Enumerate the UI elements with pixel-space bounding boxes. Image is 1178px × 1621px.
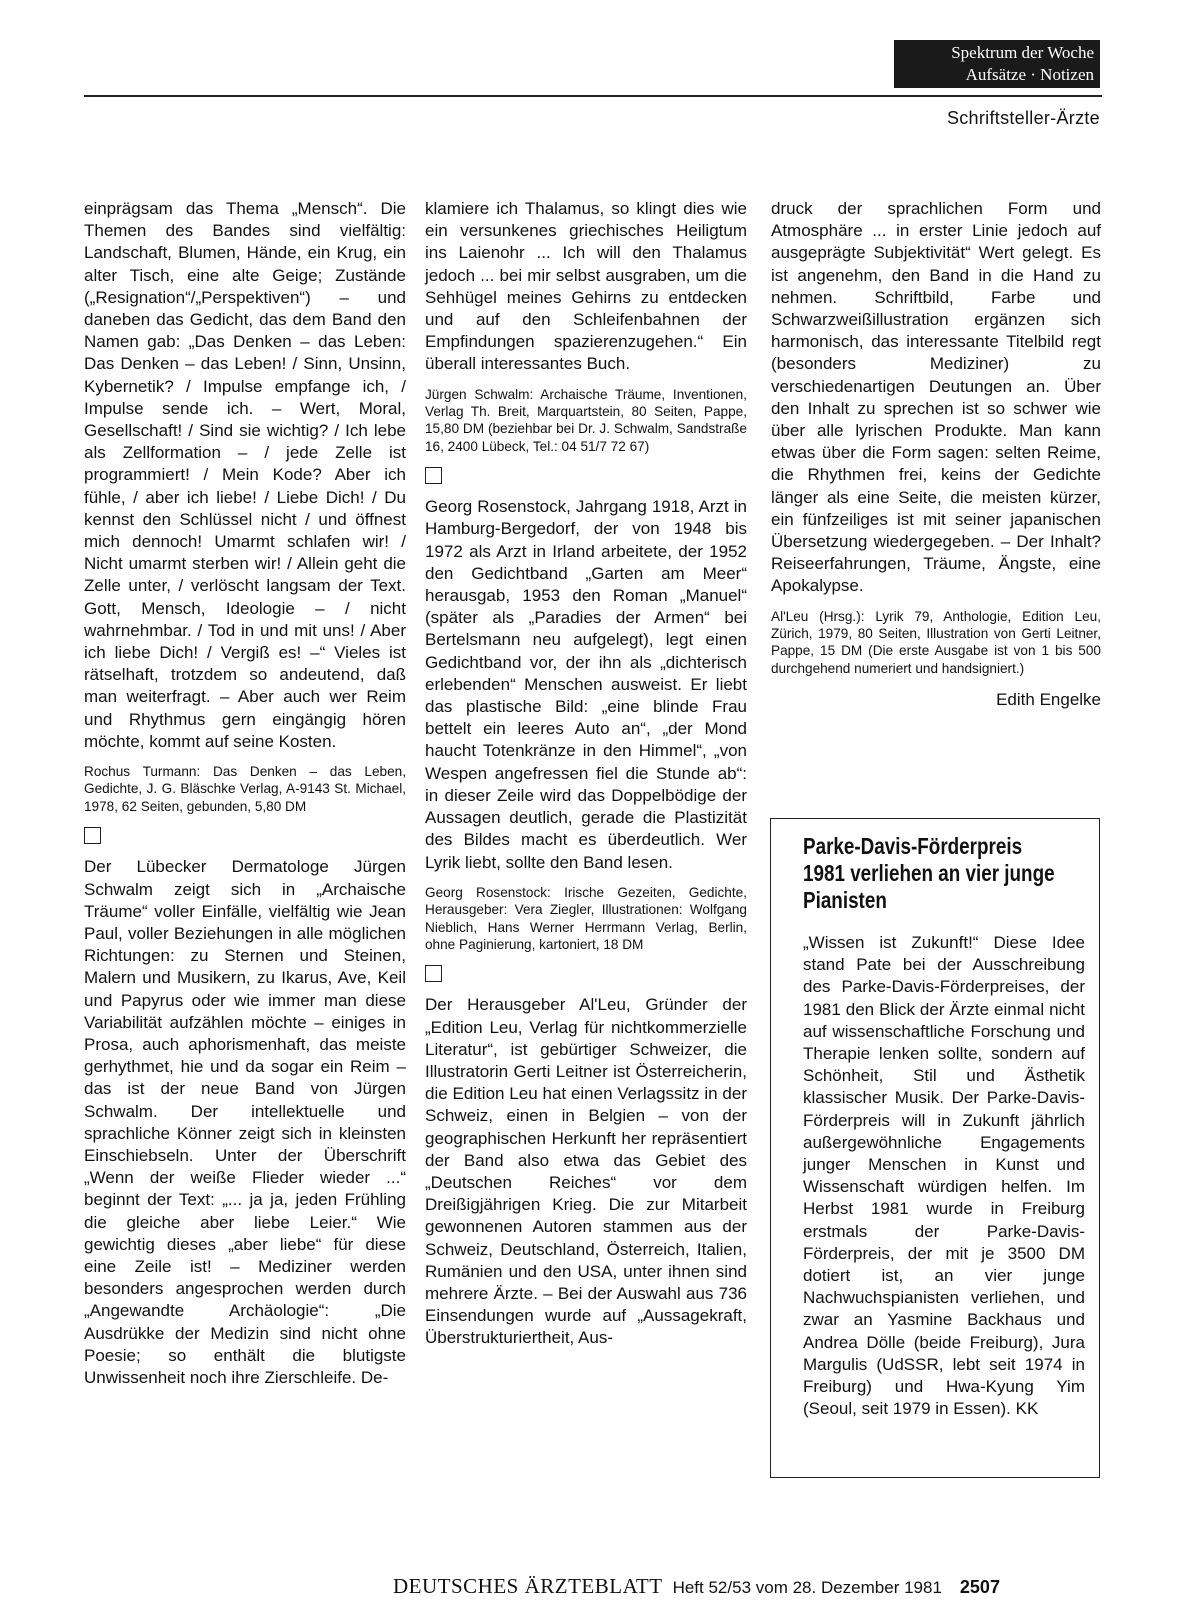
- article-paragraph: einprägsam das Thema „Mensch“. Die Themen des Bandes sind vielfältig: Landschaft, Blumen, Hände, ein Krug, ein alter Tisch, eine alte Geige; Zustände („Resignation“/„Perspektiven“) – und daneben das Gedicht, das dem Band den Namen gab: „Das Denken – das Leben: Das Denken – das Leben! / Sinn, Unsinn, Kybernetik? / Impulse empfange ich, / Impulse sende ich. – Wert, Moral, Gesellschaft! / Sind sie wichtig? / Ich lebe als Zellformation – / jede Zelle ist programmiert! / Mein Kode? Aber ich fühle, / aber ich liebe! / Liebe Dich! / Du kennst den Schlüssel nicht / und öffnest mich dennoch! Umarmt schlafen wir! / Nicht umarmt sterben wir! / Allein geht die Zelle unter, / verlöscht langsam der Text. Gott, Mensch, Ideologie – / nicht wahrnehmbar. / Tod in und mit uns! / Aber ich liebe Dich! / Vergiß es! –“ Vieles ist rätselhaft, trotzdem so andeutend, daß man weiterfragt. – Aber auch wer Reim und Rhythmus gern eingängig hören möchte, kommt auf seine Kosten.: [84, 199, 406, 751]
- section-header-box: [894, 40, 1100, 88]
- separator-square-icon: [84, 827, 101, 844]
- book-reference: Georg Rosenstock: Irische Gezeiten, Gedichte, Herausgeber: Vera Ziegler, Illustrationen: Wolfgang Nieblich, Hans Werner Herrmann Verlag, Berlin, ohne Paginierung, kartoniert, 18 DM: [425, 884, 747, 952]
- news-box-title: Parke-Davis-Förderpreis 1981 verliehen an vier junge Pianisten: [803, 833, 1055, 913]
- column-3: [771, 198, 1101, 711]
- news-box-text: „Wissen ist Zukunft!“ Diese Idee stand Pate bei der Ausschreibung des Parke-Davis-Förderpreises, der 1981 den Blick der Ärzte einmal nicht auf wissenschaftliche Forschung und Therapie lenken sollte, sondern auf Schönheit, Stil und Ästhetik klassischer Musik. Der Parke-Davis-Förderpreis will in Zukunft jährlich außergewöhnliche Engagements junger Menschen in Kunst und Wissenschaft würdigen helfen. Im Herbst 1981 wurde in Freiburg erstmals der Parke-Davis-Förderpreis, der mit je 3500 DM dotiert ist, an vier junge Nachwuchspianisten verliehen, und zwar an Yasmine Backhaus und Andrea Dölle (beide Freiburg), Jura Margulis (UdSSR, lebt seit 1974 in Freiburg) und Hwa-Kyung Yim (Seoul, seit 1979 in Essen). KK: [803, 933, 1085, 1419]
- book-reference: Al'Leu (Hrsg.): Lyrik 79, Anthologie, Edition Leu, Zürich, 1979, 80 Seiten, Illustration von Gerti Leitner, Pappe, 15 DM (Die erste Ausgabe ist von 1 bis 500 durchgehend numeriert und handsigniert.): [771, 608, 1101, 676]
- book-reference: Rochus Turmann: Das Denken – das Leben, Gedichte, J. G. Bläschke Verlag, A-9143 St. Michael, 1978, 62 Seiten, gebunden, 5,80 DM: [84, 764, 406, 814]
- news-box: [770, 818, 1100, 1478]
- page-number: 2507: [959, 1577, 1000, 1597]
- article-paragraph: Der Herausgeber Al'Leu, Gründer der „Edition Leu, Verlag für nichtkommerzielle Literatur“, ist gebürtiger Schweizer, die Illustratorin Gerti Leitner ist Österreicherin, die Edition Leu hat einen Verlagssitz in der Schweiz, einen in Belgien – von der geographischen Herkunft her repräsentiert der Band also etwa das Gebiet des „Deutschen Reiches“ vor dem Dreißigjährigen Krieg. Die zur Mitarbeit gewonnenen Autoren stammen aus der Schweiz, Deutschland, Österreich, Italien, Rumänien und den USA, unter ihnen sind mehrere Ärzte. – Bei der Auswahl aus 736 Einsendungen wurde auf „Aussagekraft, Überstrukturiertheit, Aus-: [425, 995, 747, 1348]
- section-header-line2: Aufsätze · Notizen: [965, 65, 1094, 84]
- author-name: Edith Engelke: [996, 690, 1101, 710]
- issue-info: Heft 52/53 vom 28. Dezember 1981: [672, 1578, 942, 1597]
- journal-name: DEUTSCHES ÄRZTEBLATT: [393, 1574, 663, 1598]
- section-label: Schriftsteller-Ärzte: [946, 108, 1100, 128]
- column-2: [425, 198, 747, 1350]
- book-reference: Jürgen Schwalm: Archaische Träume, Inventionen, Verlag Th. Breit, Marquartstein, 80 Seiten, Pappe, 15,80 DM (beziehbar bei Dr. J. Schwalm, Sandstraße 16, 2400 Lübeck, Tel.: 04 51/7 72 67): [425, 386, 747, 454]
- article-paragraph: klamiere ich Thalamus, so klingt dies wie ein versunkenes griechisches Heiligtum ins Laienohr ... Ich will den Thalamus jedoch ... bei mir selbst ausgraben, um die Sehhügel meines Gehirns zu entdecken und auf den Schleifenbahnen der Empfindungen spazierenzugehen.“ Ein überall interessantes Buch.: [425, 199, 747, 374]
- section-header-line1: Spektrum der Woche: [951, 43, 1094, 62]
- article-paragraph: druck der sprachlichen Form und Atmosphäre ... in erster Linie jedoch auf ausgeprägte Subjektivität“ Wert gelegt. Es ist angenehm, den Band in die Hand zu nehmen. Schriftbild, Farbe und Schwarzweißillustration ergänzen sich harmonisch, das interessante Titelbild regt (besonders Mediziner) zu verschiedenartigen Deutungen an. Über den Inhalt zu sprechen ist so schwer wie über alle lyrischen Produkte. Man kann etwas über die Form sagen: selten Reime, die Rhythmen frei, keins der Gedichte länger als eine Seite, die meisten kürzer, ein fünfzeiliges ist mit seiner japanischen Übersetzung wiedergegeben. – Der Inhalt? Reiseerfahrungen, Träume, Ängste, eine Apokalypse.: [771, 199, 1101, 596]
- separator-square-icon: [425, 965, 442, 982]
- article-paragraph: Georg Rosenstock, Jahrgang 1918, Arzt in Hamburg-Bergedorf, der von 1948 bis 1972 als Arzt in Irland arbeitete, der 1952 den Gedichtband „Garten am Meer“ herausgab, 1953 den Roman „Manuel“ (später als „Paradies der Armen“ bei Bertelsmann neu aufgelegt), legt einen Gedichtband vor, der ihn als „dichterisch erlebenden“ Menschen ausweist. Er liebt das plastische Bild: „eine blinde Frau bettelt ein leeres Auto an“, „der Mond haucht Totenkränze in den Himmel“, „von Wespen angefressen fiel die Stunde ab“: in dieser Zeile wird das Doppelbödige der Aussagen deutlich, gerade die Plastizität des Bildes macht es überdeutlich. Wer Lyrik liebt, sollte den Band lesen.: [425, 497, 747, 872]
- page-footer: [393, 1574, 1000, 1599]
- header-rule: [84, 95, 1102, 97]
- column-1: [84, 198, 406, 1389]
- article-paragraph: Der Lübecker Dermatologe Jürgen Schwalm zeigt sich in „Archaische Träume“ voller Einfälle, vielfältig wie Jean Paul, voller Beziehungen in alle möglichen Richtungen: zu Sternen und Steinen, Malern und Musikern, zu Ikarus, Ave, Keil und Papyrus oder wie immer man diese Variabilität aufzählen möchte – einiges in Prosa, auch aphorismenhaft, das meiste gerhythmet, hie und da sogar ein Reim – das ist der neue Band von Jürgen Schwalm. Der intellektuelle und sprachliche Könner zeigt sich in kleinsten Einschiebseln. Unter der Überschrift „Wenn der weiße Flieder wieder ...“ beginnt der Text: „... ja ja, jeden Frühling die gleiche aber liebe Leier.“ Wie gewichtig dieses „aber liebe“ für diese eine Zeile ist! – Mediziner werden besonders angesprochen werden durch „Angewandte Archäologie“: „Die Ausdrükke der Medizin sind nicht ohne Poesie; so enthält die blutigste Unwissenheit noch ihre Zierschleife. De-: [84, 857, 406, 1387]
- separator-square-icon: [425, 467, 442, 484]
